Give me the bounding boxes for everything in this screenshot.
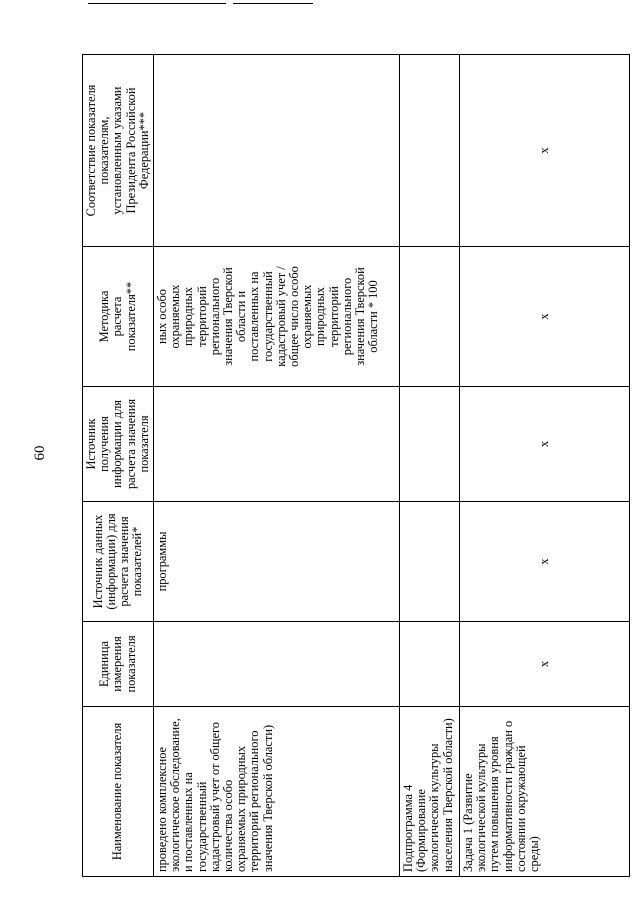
- cell-info-source: [400, 387, 460, 502]
- cell-indicator-name: проведено комплексное экологическое обследование, и поставленных на государственный кадастровый учет от общего количества особо охраняемых природных территорий регионального значения Тверской области): [154, 707, 400, 877]
- top-border-line-1: [88, 3, 226, 4]
- rotated-table-container: [82, 55, 628, 877]
- cell-unit: [400, 622, 460, 707]
- header-info-source: Источник получения информации для расчета значения показателя: [83, 387, 154, 502]
- cell-data-source: х: [460, 502, 630, 622]
- cell-compliance: [400, 55, 460, 247]
- cell-data-source: [400, 502, 460, 622]
- cell-info-source: х: [460, 387, 630, 502]
- cell-compliance: [154, 55, 400, 247]
- table-header-row: [83, 55, 154, 877]
- cell-method: х: [460, 247, 630, 387]
- page-number: 60: [31, 445, 48, 461]
- cell-indicator-name: Задача 1 (Развитие экологической культуры путем повышения уровня информативности граждан о состоянии окружающей среды): [460, 707, 630, 877]
- cell-info-source: [154, 387, 400, 502]
- cell-method: [400, 247, 460, 387]
- header-data-source: Источник данных (информации) для расчета значения показателей*: [83, 502, 154, 622]
- cell-method: ных особо охраняемых природных территорий регионального значения Тверской области и поставленных на государственный кадастровый учет / общее число особо охраняемых природных территорий регионального значения Тверской области * 100: [154, 247, 400, 387]
- cell-unit: х: [460, 622, 630, 707]
- cell-compliance: х: [460, 55, 630, 247]
- header-compliance: Соответствие показателя показателям, установленным указами Президента Российской Федерации***: [83, 55, 154, 247]
- table-row: [400, 55, 460, 877]
- cell-unit: [154, 622, 400, 707]
- header-unit: Единица измерения показателя: [83, 622, 154, 707]
- table-row: [460, 55, 630, 877]
- indicators-table: [82, 54, 630, 877]
- cell-data-source: программы: [154, 502, 400, 622]
- header-indicator-name: Наименование показателя: [83, 707, 154, 877]
- table-row: [154, 55, 400, 877]
- top-border-line-2: [233, 3, 313, 4]
- cell-indicator-name: Подпрограмма 4 (Формирование экологической культуры населения Тверской области): [400, 707, 460, 877]
- header-method: Методика расчета показателя**: [83, 247, 154, 387]
